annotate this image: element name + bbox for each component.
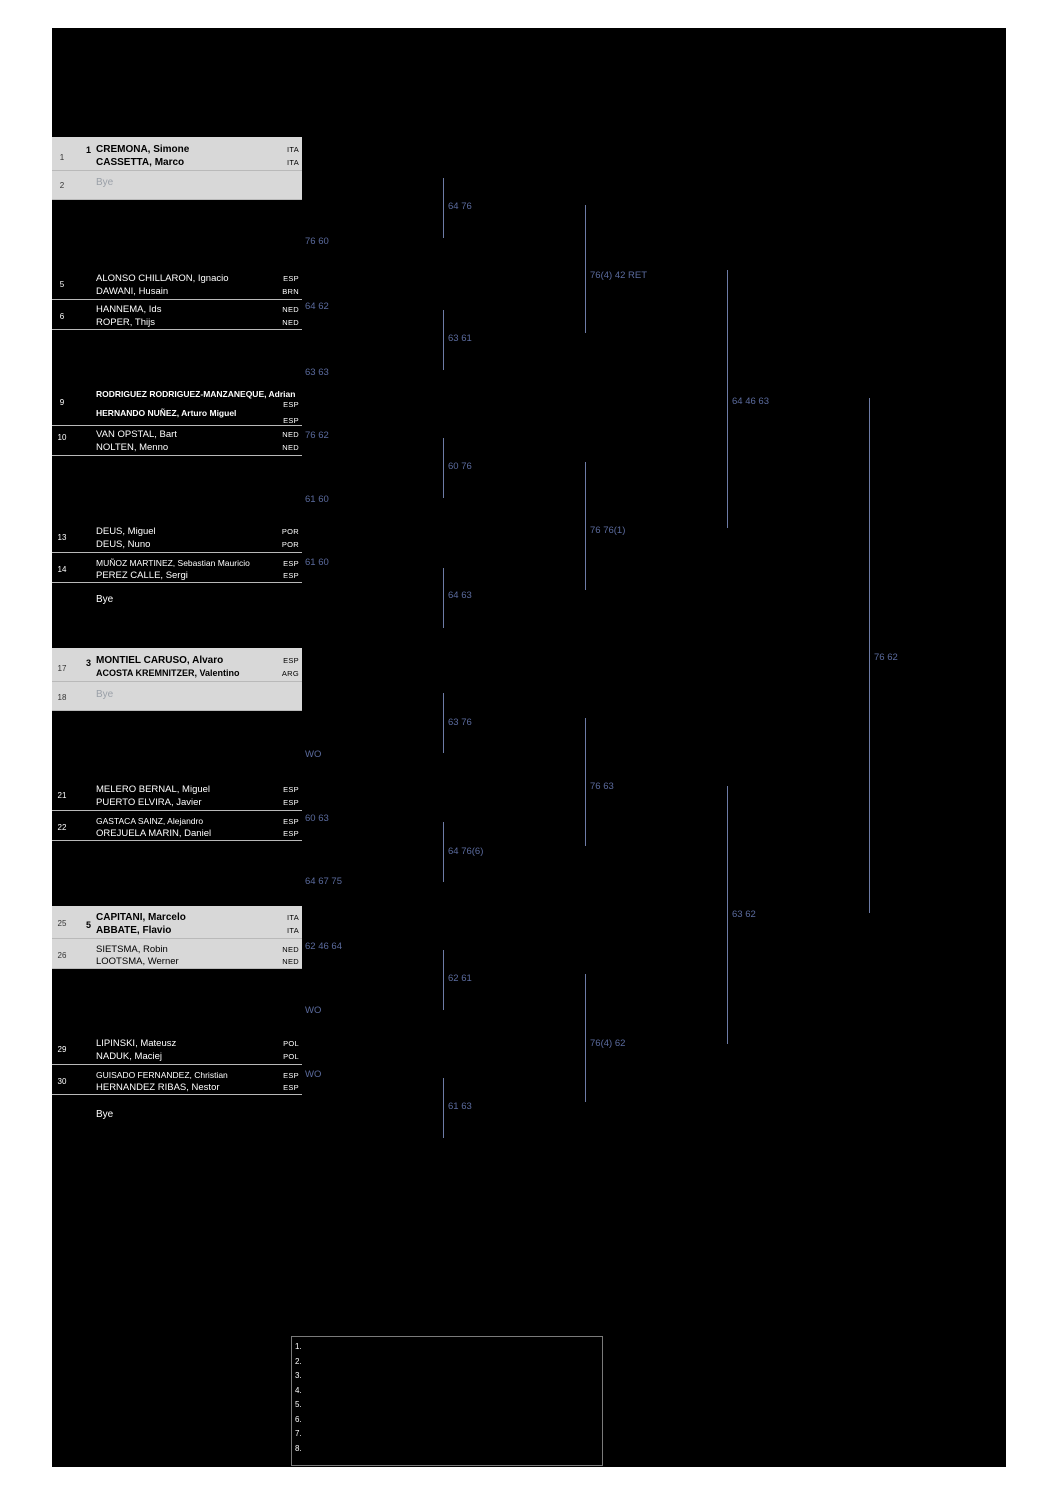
draw-entry-5[interactable] (52, 267, 302, 329)
player-name-1: HANNEMA, Ids (96, 304, 162, 315)
entry-seed: 1 (86, 145, 92, 155)
player-country-1: ESP (283, 817, 299, 826)
player-country-1: ESP (283, 656, 299, 665)
player-name-2: OREJUELA MARIN, Daniel (96, 828, 212, 839)
player-name-1: SIETSMA, Robin (96, 944, 168, 955)
entry-position-number: 5 (59, 280, 65, 289)
player-country-1: NED (282, 305, 299, 314)
player-name-2: LOOTSMA, Werner (96, 956, 179, 967)
player-name-2: PUERTO ELVIRA, Javier (96, 797, 202, 808)
bracket-connector (443, 568, 444, 628)
player-country-1: ITA (286, 913, 299, 922)
match-score-r2-1: 76 60 (305, 236, 329, 247)
entry-position-number: 9 (59, 398, 65, 407)
player-country-2: BRN (282, 287, 299, 296)
match-score-r2-10: 62 46 64 (305, 941, 342, 952)
player-country-2: POL (283, 1052, 299, 1061)
player-name-2: HERNANDEZ RIBAS, Nestor (96, 1082, 220, 1093)
player-country-2: ARG (281, 669, 299, 678)
player-name-1: DEUS, Miguel (96, 526, 156, 537)
entry-divider (52, 840, 302, 841)
bracket-connector (443, 950, 444, 1010)
match-score-r4-2: 76 76(1) (590, 525, 626, 536)
legend-box (291, 1336, 603, 1466)
entry-position-number: 21 (57, 791, 67, 800)
player-country-1: ESP (283, 785, 299, 794)
match-score-r2-8: 60 63 (305, 813, 329, 824)
match-score-r2-2: 64 62 (305, 301, 329, 312)
entry-position-number: 18 (57, 693, 67, 702)
bracket-connector (585, 718, 586, 846)
match-score-r2-5: 61 60 (305, 494, 329, 505)
entry-position-number: 14 (57, 565, 67, 574)
entry-position-number: 22 (57, 823, 67, 832)
legend-line: 8. (295, 1443, 302, 1453)
match-score-r4-3: 76 63 (590, 781, 614, 792)
match-score-r2-12: WO (305, 1069, 322, 1080)
entry-divider (52, 1064, 302, 1065)
player-name-1: ALONSO CHILLARON, Ignacio (96, 273, 229, 284)
player-name-1: CAPITANI, Marcelo (96, 912, 186, 923)
bye-label-extra-2: Bye (96, 1109, 114, 1120)
bracket-connector (443, 438, 444, 498)
player-country-2: POR (281, 540, 299, 549)
match-score-r2-3: 63 63 (305, 367, 329, 378)
entry-position-number: 29 (57, 1045, 67, 1054)
player-country-2: ESP (283, 798, 299, 807)
player-name-2: PEREZ CALLE, Sergi (96, 570, 188, 581)
player-country-2: ESP (283, 829, 299, 838)
player-name-1: GASTACA SAINZ, Alejandro (96, 816, 204, 826)
bracket-connector-final (869, 398, 870, 913)
entry-divider (52, 552, 302, 553)
legend-line: 1. (295, 1342, 302, 1351)
entry-divider (52, 299, 302, 300)
player-country-2: NED (282, 443, 299, 452)
match-score-r3-5: 63 76 (448, 717, 472, 728)
entry-position-number: 17 (57, 664, 67, 673)
player-name-1: MUÑOZ MARTINEZ, Sebastian Mauricio (96, 558, 250, 568)
player-name-2: DAWANI, Husain (96, 286, 169, 297)
entry-position-number: 2 (59, 181, 65, 190)
player-name-2: NOLTEN, Menno (96, 442, 169, 453)
legend-number-column (295, 1340, 309, 1456)
match-score-r2-4: 76 62 (305, 430, 329, 441)
draw-entry-1[interactable] (52, 137, 302, 199)
entry-divider (52, 455, 302, 456)
entry-divider (52, 710, 302, 711)
player-country-2: ESP (283, 571, 299, 580)
match-score-r2-9: 64 67 75 (305, 876, 342, 887)
player-name-1: MELERO BERNAL, Miguel (96, 784, 211, 795)
player-country-1: ESP (283, 1071, 299, 1080)
legend-line: 2. (295, 1356, 302, 1366)
entry-position-number: 10 (57, 433, 67, 442)
player-name-1: CREMONA, Simone (96, 144, 190, 155)
entry-divider (52, 810, 302, 811)
entry-position-number: 13 (57, 533, 67, 542)
bracket-connector (443, 178, 444, 238)
match-score-r3-8: 61 63 (448, 1101, 472, 1112)
entry-seed: 7 (86, 398, 92, 408)
entry-position-number: 25 (57, 919, 67, 928)
match-score-r2-6: 61 60 (305, 557, 329, 568)
draw-entry-17[interactable] (52, 648, 302, 710)
bracket-connector (443, 1078, 444, 1138)
draw-entry-9[interactable] (52, 385, 302, 453)
player-country-1: NED (282, 430, 299, 439)
bracket-connector (727, 270, 728, 528)
bracket-connector (585, 974, 586, 1102)
bracket-connector (585, 205, 586, 333)
bye-label: Bye (96, 689, 114, 700)
player-name-2: DEUS, Nuno (96, 539, 151, 550)
match-score-r4-1: 76(4) 42 RET (590, 270, 648, 281)
match-score-r4-4: 76(4) 62 (590, 1038, 626, 1049)
player-name-2: ACOSTA KREMNITZER, Valentino (96, 668, 240, 678)
player-country-2: ITA (286, 158, 299, 167)
page-margin-top (0, 0, 1058, 28)
player-name-2: CASSETTA, Marco (96, 157, 185, 168)
bye-label: Bye (96, 177, 114, 188)
entry-divider (52, 199, 302, 200)
player-country-2: NED (282, 957, 299, 966)
entry-position-number: 6 (59, 312, 65, 321)
entry-divider (52, 938, 302, 939)
draw-entry-13[interactable] (52, 520, 302, 582)
player-country-2: ESP (283, 416, 299, 425)
entry-seed: 3 (86, 658, 92, 668)
match-score-r2-7: WO (305, 749, 322, 760)
match-score-r3-4: 64 63 (448, 590, 472, 601)
entry-divider (52, 582, 302, 583)
entry-divider (52, 425, 302, 426)
player-name-2: ROPER, Thijs (96, 317, 155, 328)
bye-label-extra-1: Bye (96, 594, 114, 605)
page-margin-bottom (0, 1467, 1058, 1497)
bracket-connector (443, 310, 444, 370)
match-score-r2-11: WO (305, 1005, 322, 1016)
bracket-connector (443, 822, 444, 882)
entry-position-number: 30 (57, 1077, 67, 1086)
player-name-2: HERNANDO NUÑEZ, Arturo Miguel (96, 408, 237, 418)
bracket-connector (727, 786, 728, 1044)
player-country-1: ESP (283, 559, 299, 568)
player-country-1: NED (282, 945, 299, 954)
draw-entry-21[interactable] (52, 778, 302, 840)
player-country-2: ESP (283, 1083, 299, 1092)
match-score-r5-1: 64 46 63 (732, 396, 769, 407)
entry-divider (52, 329, 302, 330)
entry-position-number: 1 (59, 153, 65, 162)
player-country-2: ITA (286, 926, 299, 935)
player-country-1: ITA (286, 145, 299, 154)
player-name-1: VAN OPSTAL, Bart (96, 429, 177, 440)
entry-position-number: 26 (57, 951, 67, 960)
legend-line: 3. (295, 1371, 302, 1380)
bracket-connector (585, 462, 586, 590)
player-name-1: GUISADO FERNANDEZ, Christian (96, 1070, 228, 1080)
player-name-1: RODRIGUEZ RODRIGUEZ-MANZANEQUE, Adrian (96, 389, 296, 399)
match-score-r3-7: 62 61 (448, 973, 472, 984)
player-name-2: ABBATE, Flavio (96, 925, 172, 936)
player-country-1: ESP (283, 274, 299, 283)
page-margin-right (1006, 0, 1058, 1497)
match-score-final: 76 62 (874, 652, 898, 663)
legend-line: 6. (295, 1414, 302, 1424)
match-score-r3-1: 64 76 (448, 201, 472, 212)
match-score-r5-2: 63 62 (732, 909, 756, 920)
player-country-1: POR (281, 527, 299, 536)
bracket-connector (443, 693, 444, 753)
legend-line: 7. (295, 1429, 302, 1438)
draw-entry-29[interactable] (52, 1032, 302, 1094)
match-score-r3-6: 64 76(6) (448, 846, 484, 857)
entry-divider (52, 1094, 302, 1095)
player-country-2: NED (282, 318, 299, 327)
page-margin-left (0, 0, 52, 1497)
player-name-1: LIPINSKI, Mateusz (96, 1038, 177, 1049)
player-country-1: POL (283, 1039, 299, 1048)
match-score-r3-3: 60 76 (448, 461, 472, 472)
draw-entry-25[interactable] (52, 906, 302, 968)
entry-seed: 5 (86, 920, 92, 930)
player-name-2: NADUK, Maciej (96, 1051, 162, 1062)
entry-divider (52, 170, 302, 171)
entry-divider (52, 968, 302, 969)
player-country-1: ESP (283, 400, 299, 409)
player-name-1: MONTIEL CARUSO, Alvaro (96, 655, 224, 666)
legend-line: 4. (295, 1385, 302, 1395)
entry-divider (52, 681, 302, 682)
legend-line: 5. (295, 1400, 302, 1409)
match-score-r3-2: 63 61 (448, 333, 472, 344)
